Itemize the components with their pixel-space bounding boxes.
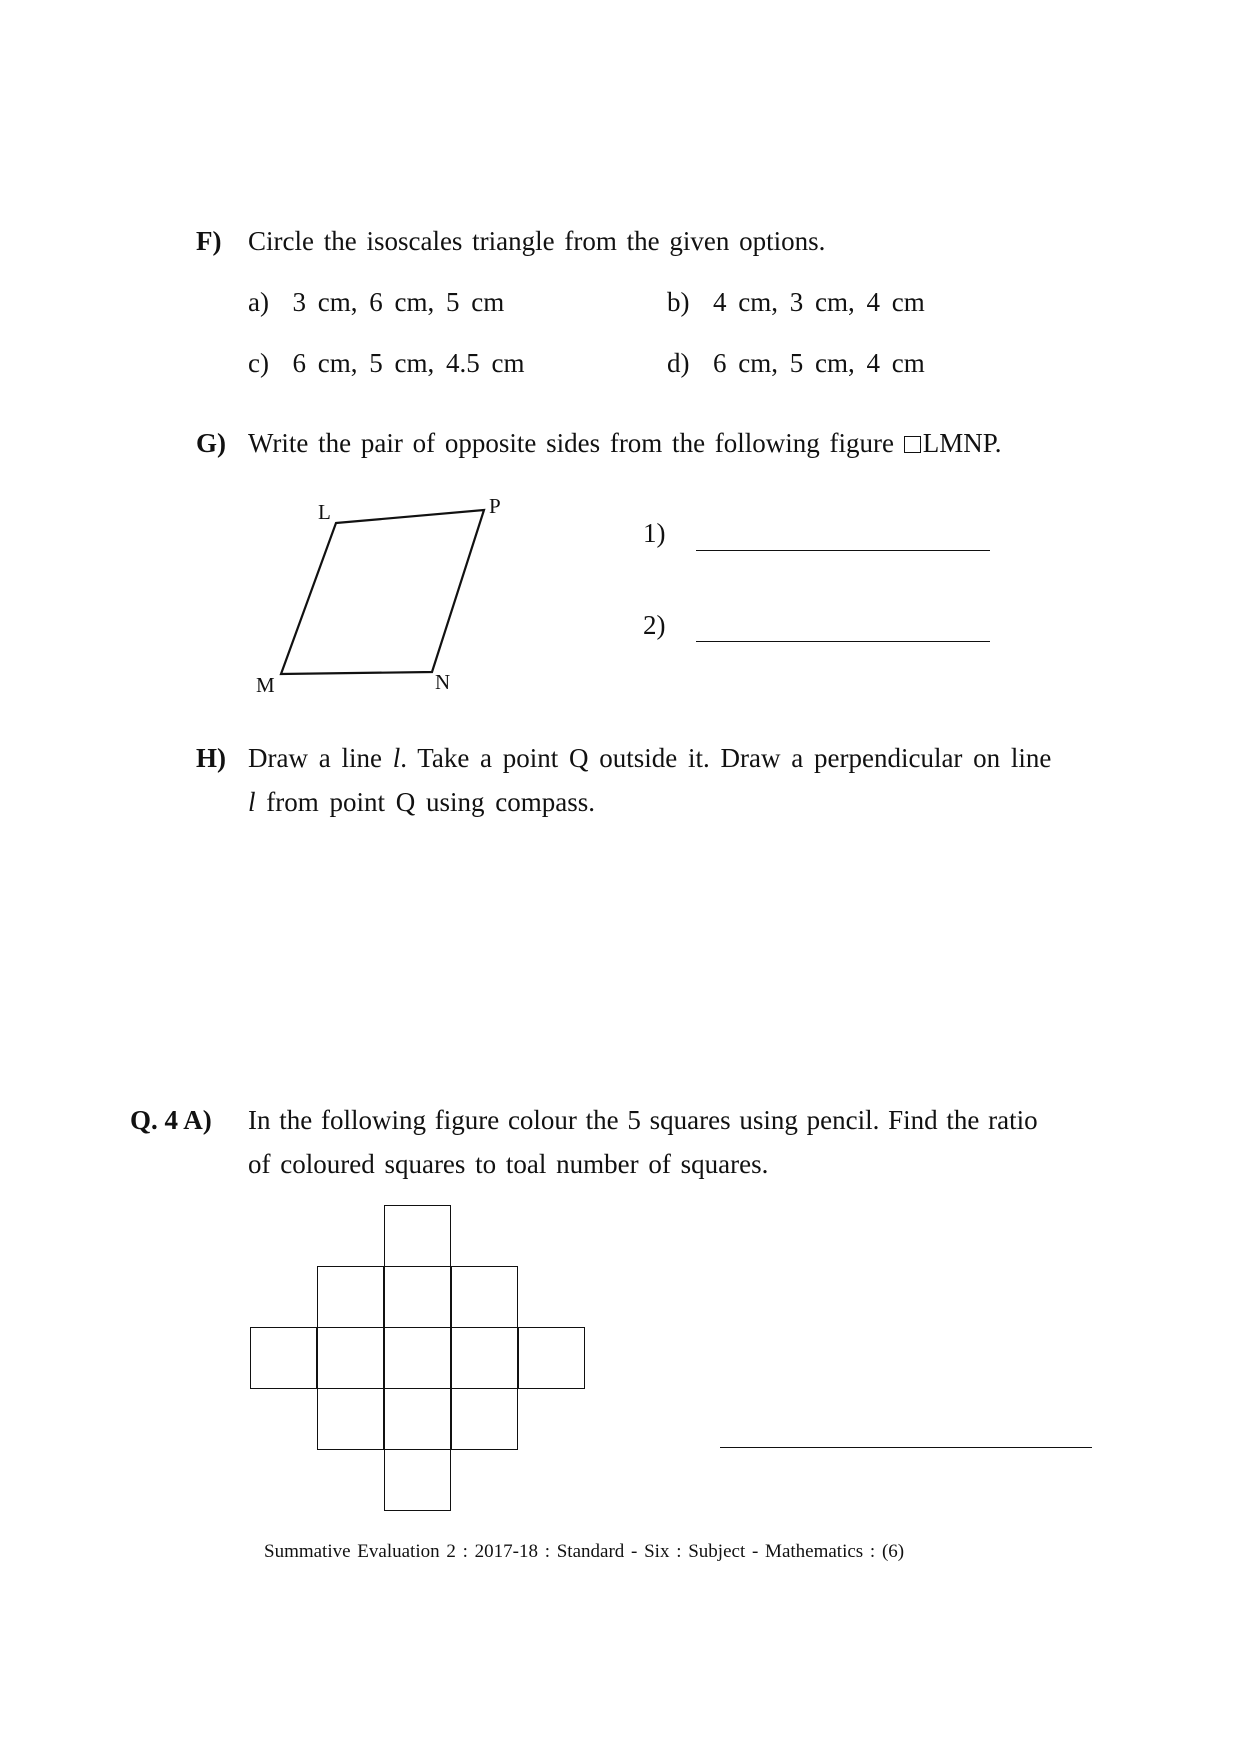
question-f-label: F) [196, 226, 222, 256]
quadrilateral-lmnp [281, 510, 484, 674]
grid-square[interactable] [250, 1327, 317, 1389]
grid-square[interactable] [384, 1327, 451, 1389]
question-4a-line-2: of coloured squares to toal number of squares. [248, 1149, 769, 1179]
grid-square[interactable] [518, 1327, 585, 1389]
question-g-prompt: Write the pair of opposite sides from the following figure [248, 428, 895, 458]
line-symbol-2: l [248, 787, 256, 817]
grid-square[interactable] [384, 1205, 451, 1267]
question-h-text-a: Draw a line [248, 743, 382, 773]
page-footer: Summative Evaluation 2 : 2017-18 : Standard - Six : Subject - Mathematics : (6) [264, 1541, 905, 1562]
answer-2-label: 2) [643, 610, 666, 640]
grid-square[interactable] [384, 1266, 451, 1328]
option-c[interactable] [248, 348, 524, 379]
option-b[interactable] [667, 287, 925, 318]
question-h-line-2 [248, 787, 595, 818]
option-d-text: 6 cm, 5 cm, 4 cm [713, 348, 925, 378]
option-d-label: d) [667, 348, 690, 378]
option-b-text: 4 cm, 3 cm, 4 cm [713, 287, 925, 317]
figure-name: LMNP. [922, 428, 1002, 458]
option-a-label: a) [248, 287, 269, 317]
option-b-label: b) [667, 287, 690, 317]
grid-square[interactable] [384, 1449, 451, 1511]
question-4a-label: Q. 4 A) [130, 1105, 212, 1135]
vertex-label-l: L [318, 500, 331, 524]
vertex-label-m: M [256, 673, 275, 697]
question-f-text: Circle the isoscales triangle from the given options. [248, 226, 826, 256]
line-symbol: l [392, 743, 401, 773]
question-h-text-b: . Take a point Q outside it. Draw a perpendicular on line [400, 743, 1052, 773]
ratio-answer-line[interactable] [720, 1447, 1092, 1448]
vertex-label-p: P [489, 494, 501, 518]
option-d[interactable] [667, 348, 925, 379]
grid-square[interactable] [317, 1266, 384, 1328]
question-4a-line-1: In the following figure colour the 5 squares using pencil. Find the ratio [248, 1105, 1038, 1135]
quadrilateral-lmnp-figure [240, 490, 520, 700]
answer-1-label: 1) [643, 518, 666, 548]
question-h-line-1 [248, 743, 1051, 774]
option-c-text: 6 cm, 5 cm, 4.5 cm [292, 348, 525, 378]
quadrilateral-symbol-icon [904, 436, 921, 453]
question-g-text [248, 428, 1002, 459]
answer-1-line[interactable] [696, 550, 990, 551]
question-h-text-c: from point Q using compass. [255, 787, 595, 817]
vertex-label-n: N [435, 670, 451, 694]
option-a-text: 3 cm, 6 cm, 5 cm [292, 287, 505, 317]
grid-square[interactable] [451, 1327, 518, 1389]
grid-square[interactable] [384, 1388, 451, 1450]
answer-2-line[interactable] [696, 641, 990, 642]
question-g-label: G) [196, 428, 226, 458]
option-a[interactable] [248, 287, 504, 318]
grid-square[interactable] [317, 1388, 384, 1450]
grid-square[interactable] [451, 1266, 518, 1328]
grid-square[interactable] [451, 1388, 518, 1450]
question-h-label: H) [196, 743, 226, 773]
option-c-label: c) [248, 348, 269, 378]
grid-square[interactable] [317, 1327, 384, 1389]
